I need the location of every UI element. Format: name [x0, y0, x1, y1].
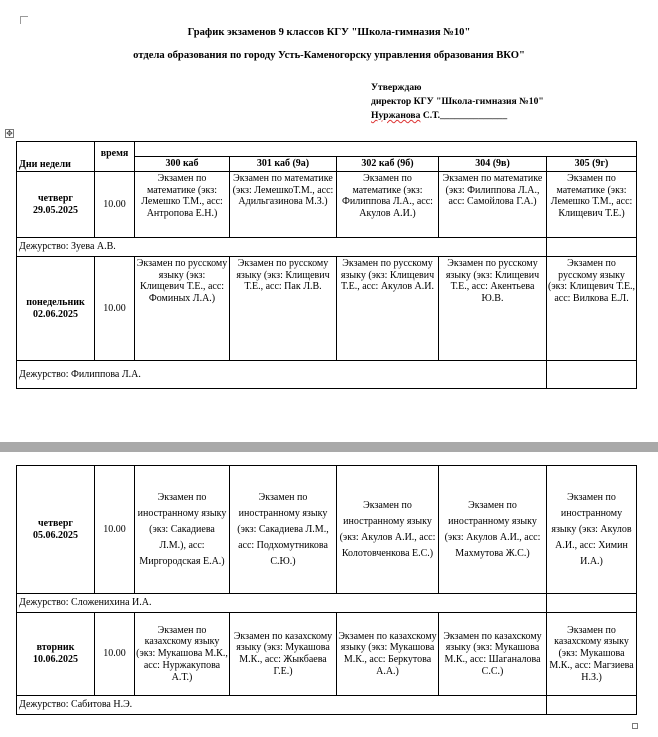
col-header-day: Дни недели	[17, 142, 95, 172]
duty-cell: Дежурство: Сложенихина И.А.	[17, 594, 547, 613]
day-cell	[17, 466, 95, 594]
document-subtitle: отдела образования по городу Усть-Каменогорску управления образования ВКО"	[133, 50, 525, 61]
day-date: 29.05.2025	[33, 204, 78, 216]
exam-cell: Экзамен по казахскому языку (экз: Мукашова М.К., асс: Жыкбаева Г.Е.)	[230, 613, 337, 696]
col-header-room-301: 301 каб (9а)	[230, 157, 337, 172]
table-row	[17, 466, 637, 594]
duty-cell: Дежурство: Филиппова Л.А.	[17, 361, 547, 389]
exam-cell: Экзамен по математике (экз: Филиппова Л.А., асс: Акулов А.И.)	[337, 172, 439, 238]
table-row	[17, 172, 637, 238]
exam-cell: Экзамен по русскому языку (экз: Клищевич Т.Е., асс: Пак Л.В.	[230, 257, 337, 361]
day-date: 05.06.2025	[33, 529, 78, 541]
document-page-2	[0, 452, 658, 737]
col-header-room-305: 305 (9г)	[547, 157, 637, 172]
table-row	[17, 257, 637, 361]
duty-empty-cell	[547, 594, 637, 613]
day-name: вторник	[36, 642, 75, 654]
time-cell: 10.00	[95, 257, 135, 361]
exam-cell: Экзамен по математике (экз: Лемешко Т.М., асс: Антропова Е.Н.)	[135, 172, 230, 238]
duty-empty-cell	[547, 238, 637, 257]
exam-cell: Экзамен по математике (экз: Филиппова Л.А., асс: Самойлова Г.А.)	[439, 172, 547, 238]
exam-cell: Экзамен по казахскому языку (экз: Мукашова М.К., асс: Беркутова А.А.)	[337, 613, 439, 696]
exam-cell: Экзамен по иностранному языку (экз: Акулов А.И., асс: Химин И.А.)	[547, 466, 637, 594]
exam-schedule-table-2	[16, 465, 637, 715]
approval-line-1: Утверждаю	[371, 82, 422, 93]
duty-row	[17, 238, 637, 257]
day-date: 02.06.2025	[33, 308, 78, 320]
duty-cell: Дежурство: Зуева А.В.	[17, 238, 547, 257]
duty-empty-cell	[547, 696, 637, 715]
page-corner-mark	[20, 16, 28, 24]
duty-empty-cell	[547, 361, 637, 389]
col-header-time: время	[95, 142, 135, 172]
approval-signature-line: С.Т.______________	[420, 110, 508, 121]
day-name: четверг	[38, 192, 73, 204]
exam-cell: Экзамен по русскому языку (экз: Клищевич Т.Е., асс: Акентьева Ю.В.	[439, 257, 547, 361]
exam-schedule-table-1	[16, 141, 637, 389]
exam-cell: Экзамен по русскому языку (экз: Клищевич Т.Е., асс: Акулов А.И.	[337, 257, 439, 361]
exam-cell: Экзамен по иностранному языку (экз: Сакадиева Л.М., асс: Подхомутникова С.Ю.)	[230, 466, 337, 594]
duty-row	[17, 361, 637, 389]
time-cell: 10.00	[95, 613, 135, 696]
col-header-rooms-group	[135, 142, 637, 157]
table-header-row-top	[17, 142, 637, 157]
day-name: четверг	[38, 517, 73, 529]
approval-director-name: Нуржанова	[371, 110, 421, 121]
exam-cell: Экзамен по иностранному языку (экз: Акулов А.И., асс: Колотовченкова Е.С.)	[337, 466, 439, 594]
day-cell	[17, 257, 95, 361]
exam-cell: Экзамен по математике (экз: Лемешко Т.М., асс: Клищевич Т.Е.)	[547, 172, 637, 238]
exam-cell: Экзамен по казахскому языку (экз: Мукашова М.К., асс: Нуржакупова А.Т.)	[135, 613, 230, 696]
table-move-handle-icon[interactable]: ✥	[6, 129, 13, 138]
document-title: График экзаменов 9 классов КГУ "Школа-гимназия №10"	[187, 27, 471, 38]
exam-cell: Экзамен по иностранному языку (экз: Акулов А.И., асс: Махмутова Ж.С.)	[439, 466, 547, 594]
col-header-room-302: 302 каб (9б)	[337, 157, 439, 172]
exam-cell: Экзамен по русскому языку (экз: Клищевич Т.Е., асс: Вилкова Е.Л.	[547, 257, 637, 361]
day-name: понедельник	[26, 296, 85, 308]
duty-cell: Дежурство: Сабитова Н.Э.	[17, 696, 547, 715]
approval-line-3	[371, 110, 507, 121]
table-resize-handle[interactable]	[632, 723, 638, 729]
exam-cell: Экзамен по казахскому языку (экз: Мукашова М.К., асс: Шаганалова С.С.)	[439, 613, 547, 696]
exam-cell: Экзамен по казахскому языку (экз: Мукашова М.К., асс: Магзиева Н.З.)	[547, 613, 637, 696]
time-cell: 10.00	[95, 172, 135, 238]
exam-cell: Экзамен по математике (экз: ЛемешкоТ.М., асс: Адильгазинова М.З.)	[230, 172, 337, 238]
day-cell	[17, 172, 95, 238]
table-row	[17, 613, 637, 696]
day-cell	[17, 613, 95, 696]
exam-cell: Экзамен по иностранному языку (экз: Сакадиева Л.М.), асс: Миргородская Е.А.)	[135, 466, 230, 594]
page-break-gap	[0, 442, 658, 452]
exam-cell: Экзамен по русскому языку (экз: Клищевич Т.Е., асс: Фоминых Л.А.)	[135, 257, 230, 361]
col-header-room-304: 304 (9в)	[439, 157, 547, 172]
time-cell: 10.00	[95, 466, 135, 594]
duty-row	[17, 696, 637, 715]
col-header-room-300: 300 каб	[135, 157, 230, 172]
day-date: 10.06.2025	[33, 654, 78, 665]
approval-line-2: директор КГУ "Школа-гимназия №10"	[371, 96, 544, 107]
duty-row	[17, 594, 637, 613]
